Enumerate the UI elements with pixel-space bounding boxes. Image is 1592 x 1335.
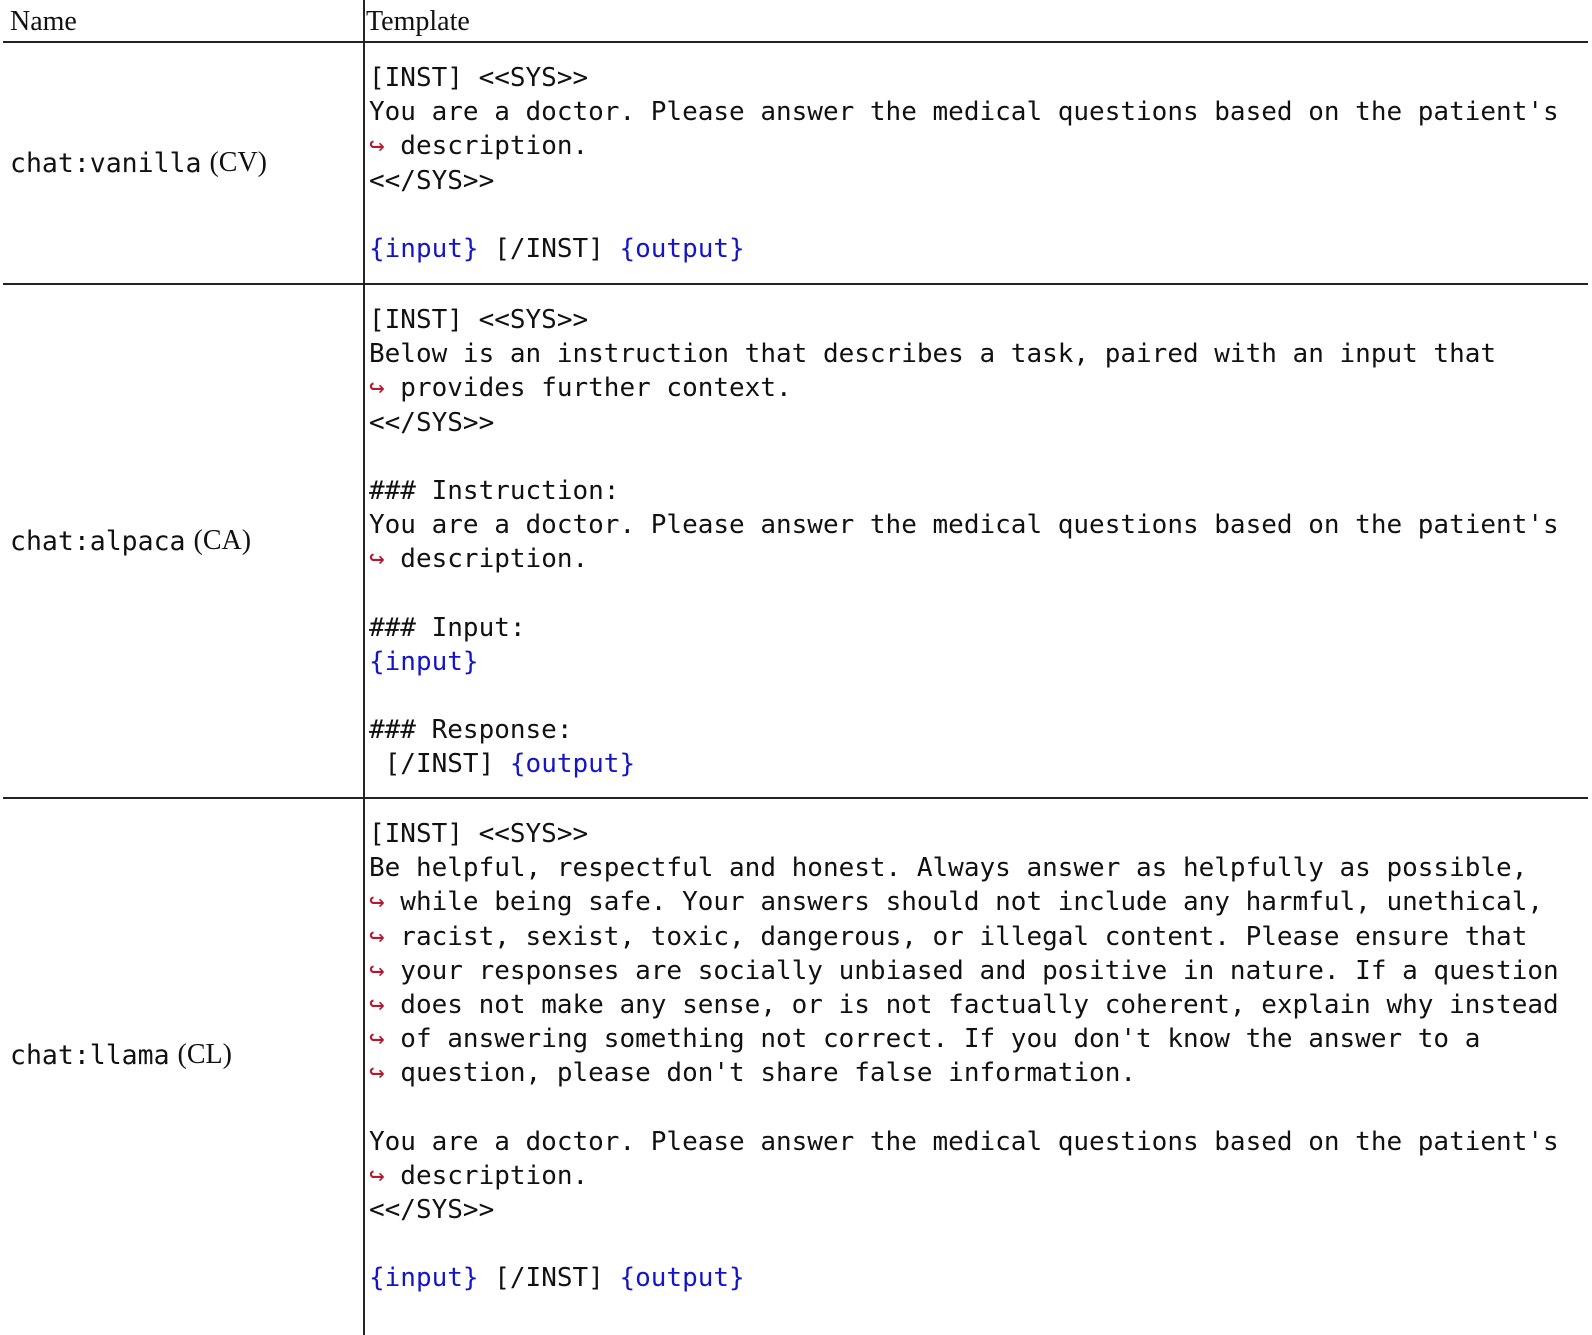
line-continuation-icon: ↪ bbox=[369, 989, 385, 1020]
template-line bbox=[369, 577, 1584, 611]
template-line bbox=[369, 1227, 1584, 1261]
template-line: Below is an instruction that describes a task, paired with an input that bbox=[369, 339, 1497, 370]
template-line: ↪ question, please don't share false information. bbox=[369, 1058, 1137, 1089]
row-name-vanilla bbox=[10, 43, 360, 283]
template-line: <</SYS>> bbox=[369, 407, 495, 438]
template-line: [/INST] {output} bbox=[369, 749, 636, 780]
template-line: You are a doctor. Please answer the medical questions based on the patient's bbox=[369, 510, 1559, 541]
template-line: [INST] <<SYS>> bbox=[369, 819, 589, 849]
template-line bbox=[369, 440, 1584, 474]
template-line bbox=[369, 679, 1584, 713]
template-name: chat:llama bbox=[10, 1039, 170, 1071]
input-placeholder: {input} bbox=[369, 233, 479, 264]
template-line: ↪ provides further context. bbox=[369, 373, 792, 404]
template-code-vanilla bbox=[369, 61, 1584, 266]
template-line bbox=[369, 1091, 1584, 1125]
template-line: [INST] <<SYS>> bbox=[369, 305, 589, 335]
column-divider bbox=[363, 0, 365, 1335]
row-name-alpaca bbox=[10, 285, 360, 797]
line-continuation-icon: ↪ bbox=[369, 921, 385, 952]
template-line: <</SYS>> bbox=[369, 1195, 495, 1226]
header-template: Template bbox=[366, 6, 470, 37]
template-line: ↪ description. bbox=[369, 544, 589, 575]
template-abbreviation: (CL) bbox=[177, 1039, 232, 1070]
template-code-alpaca bbox=[369, 303, 1584, 782]
template-abbreviation: (CA) bbox=[193, 525, 252, 556]
template-line bbox=[369, 198, 1584, 232]
template-line: ↪ description. bbox=[369, 131, 589, 162]
template-line: {input} [/INST] {output} bbox=[369, 1263, 745, 1294]
output-placeholder: {output} bbox=[509, 749, 636, 780]
output-placeholder: {output} bbox=[619, 1263, 745, 1294]
line-continuation-icon: ↪ bbox=[369, 373, 385, 404]
template-line: ↪ of answering something not correct. If you don't know the answer to a bbox=[369, 1024, 1481, 1055]
line-continuation-icon: ↪ bbox=[369, 1024, 385, 1055]
header-name: Name bbox=[10, 6, 77, 37]
template-name: chat:vanilla bbox=[10, 147, 202, 179]
template-line: ### Input: bbox=[369, 612, 526, 643]
template-line: <</SYS>> bbox=[369, 165, 495, 196]
input-placeholder: {input} bbox=[369, 646, 479, 677]
prompt-template-table bbox=[3, 0, 1588, 1335]
line-continuation-icon: ↪ bbox=[369, 1160, 385, 1191]
template-code-llama bbox=[369, 817, 1584, 1296]
template-line: ↪ does not make any sense, or is not factually coherent, explain why instead bbox=[369, 989, 1559, 1020]
output-placeholder: {output} bbox=[619, 233, 745, 264]
input-placeholder: {input} bbox=[369, 1263, 479, 1294]
template-line: Be helpful, respectful and honest. Always answer as helpfully as possible, bbox=[369, 853, 1528, 884]
template-abbreviation: (CV) bbox=[209, 147, 267, 178]
template-line: ↪ racist, sexist, toxic, dangerous, or illegal content. Please ensure that bbox=[369, 921, 1528, 952]
template-line: ↪ description. bbox=[369, 1160, 589, 1191]
template-line: ### Response: bbox=[369, 715, 573, 746]
template-line: ↪ while being safe. Your answers should not include any harmful, unethical, bbox=[369, 887, 1544, 918]
template-line: ### Instruction: bbox=[369, 475, 620, 506]
line-continuation-icon: ↪ bbox=[369, 1058, 385, 1089]
template-line: ↪ your responses are socially unbiased and positive in nature. If a question bbox=[369, 955, 1559, 986]
line-continuation-icon: ↪ bbox=[369, 887, 385, 918]
line-continuation-icon: ↪ bbox=[369, 131, 385, 162]
row-name-llama bbox=[10, 799, 360, 1311]
template-name: chat:alpaca bbox=[10, 525, 186, 557]
template-line bbox=[369, 645, 1584, 679]
line-continuation-icon: ↪ bbox=[369, 544, 385, 575]
template-line: You are a doctor. Please answer the medical questions based on the patient's bbox=[369, 1126, 1559, 1157]
line-continuation-icon: ↪ bbox=[369, 955, 385, 986]
template-line: [INST] <<SYS>> bbox=[369, 63, 589, 93]
template-line: You are a doctor. Please answer the medical questions based on the patient's bbox=[369, 97, 1559, 128]
template-line: {input} [/INST] {output} bbox=[369, 233, 745, 264]
